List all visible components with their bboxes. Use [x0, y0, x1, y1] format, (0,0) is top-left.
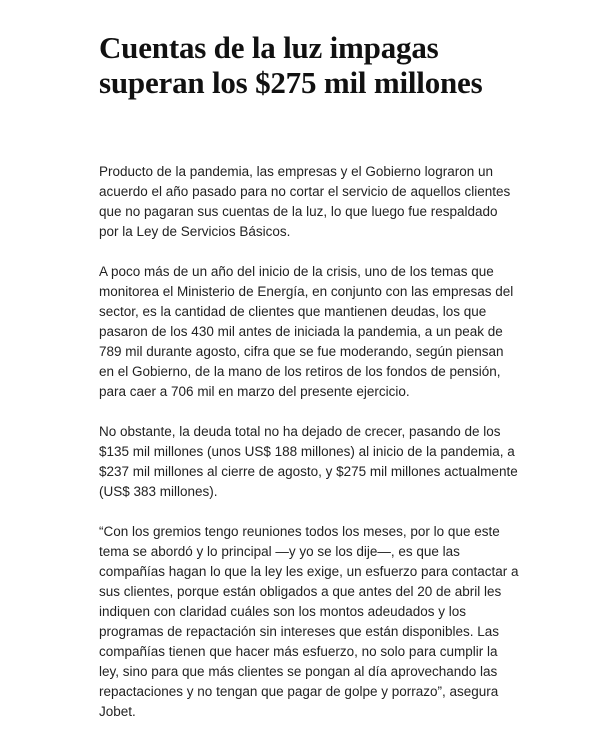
paragraph-4: “Con los gremios tengo reuniones todos los meses, por lo que este tema se abordó y lo principal —y yo se los dije—, es que las compañías hagan lo que la ley les exige, un esfuerzo para contactar a sus clientes, porque están obligados a que antes del 20 de abril les indiquen con claridad cuáles son los montos adeudados y los programas de repactación sin intereses que están disponibles. Las compañías tienen que hacer más esfuerzo, no solo para cumplir la ley, sino para que más clientes se pongan al día aprovechando las repactaciones y no tengan que pagar de golpe y porrazo”, asegura Jobet. [99, 524, 519, 719]
headline-line-2: superan los $275 mil millones [99, 65, 483, 100]
paragraph-3: No obstante, la deuda total no ha dejado de crecer, pasando de los $135 mil millones (unos US$ 188 millones) al inicio de la pandemia, a $237 mil millones al cierre de agosto, y $275 mil millones actualmente (US$ 383 millones). [99, 424, 518, 499]
headline-line-1: Cuentas de la luz impagas [99, 30, 439, 65]
paragraph-2: A poco más de un año del inicio de la crisis, uno de los temas que monitorea el Ministerio de Energía, en conjunto con las empresas del sector, es la cantidad de clientes que mantienen deudas, los que pasaron de los 430 mil antes de iniciada la pandemia, a un peak de 789 mil durante agosto, cifra que se fue moderando, según piensan en el Gobierno, de la mano de los retiros de los fondos de pensión, para caer a 706 mil en marzo del presente ejercicio. [99, 264, 514, 399]
paragraph-1: Producto de la pandemia, las empresas y el Gobierno lograron un acuerdo el año pasado para no cortar el servicio de aquellos clientes que no pagaran sus cuentas de la luz, lo que luego fue respaldado por la Ley de Servicios Básicos. [99, 164, 511, 239]
article [99, 30, 519, 742]
article-headline [99, 30, 519, 100]
article-body [99, 162, 519, 722]
